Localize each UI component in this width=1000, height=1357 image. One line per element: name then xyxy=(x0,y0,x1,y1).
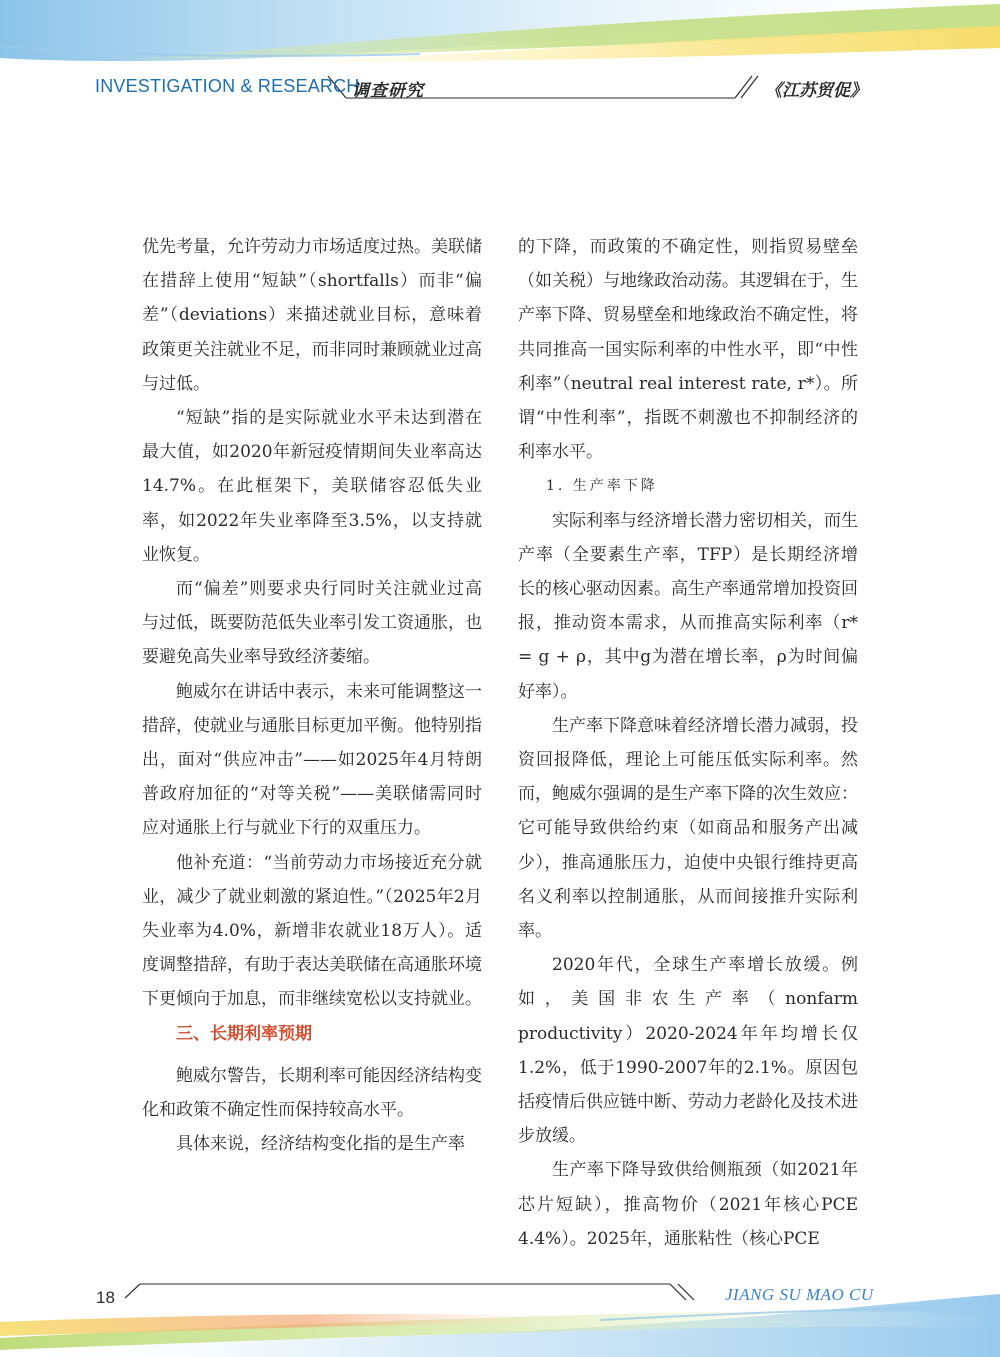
section-title-cn: 调查研究 xyxy=(352,81,424,101)
magazine-title: 《江苏贸促》 xyxy=(765,81,867,101)
paragraph: 生产率下降导致供给侧瓶颈（如2021年芯片短缺），推高物价（2021年核心PCE 4.4%）。2025年，通胀粘性（核心PCE xyxy=(518,1160,858,1249)
paragraph: 他补充道：“当前劳动力市场接近充分就业，减少了就业刺激的紧迫性。”（2025年2月失业率为4.0%，新增非农就业18万人）。适度调整措辞，有助于表达美联储在高通胀环境下更倾向于加息，而非继续宽松以支持就业。 xyxy=(142,852,482,1010)
paragraph: “短缺”指的是实际就业水平未达到潜在最大值，如2020年新冠疫情期间失业率高达14.7%。在此框架下，美联储容忍低失业率，如2022年失业率降至3.5%，以支持就业恢复。 xyxy=(142,408,482,565)
footer-magazine-title: JIANG SU MAO CU xyxy=(725,1285,874,1304)
section-title-en: INVESTIGATION & RESEARCH xyxy=(95,76,360,96)
left-column xyxy=(142,230,482,1161)
paragraph: 2020年代，全球生产率增长放缓。例如，美国非农生产率（nonfarm productivity）2020-2024年年均增长仅1.2%，低于1990-2007年的2.1%。原因包括疫情后供应链中断、劳动力老龄化及技术进步放缓。 xyxy=(518,955,858,1147)
paragraph: 具体来说，经济结构变化指的是生产率 xyxy=(176,1134,465,1155)
section-heading: 三、长期利率预期 xyxy=(176,1023,312,1044)
paragraph: 鲍威尔警告，长期利率可能因经济结构变化和政策不确定性而保持较高水平。 xyxy=(142,1065,482,1121)
paragraph: 的下降，而政策的不确定性，则指贸易壁垒（如关税）与地缘政治动荡。其逻辑在于，生产率下降、贸易壁垒和地缘政治不确定性，将共同推高一国实际利率的中性水平，即“中性利率”（neutral real interest rate, r*）。所谓“中性利率”，指既不刺激也不抑制经济的利率水平。 xyxy=(518,237,858,463)
subheading: 1. 生产率下降 xyxy=(546,478,658,495)
paragraph: 优先考量，允许劳动力市场适度过热。美联储在措辞上使用“短缺”（shortfalls）而非“偏差”（deviations）来描述就业目标，意味着政策更关注就业不足，而非同时兼顾就业过高与过低。 xyxy=(142,237,482,394)
paragraph: 而“偏差”则要求央行同时关注就业过高与过低，既要防范低失业率引发工资通胀，也要避免高失业率导致经济萎缩。 xyxy=(142,579,482,668)
paragraph: 生产率下降意味着经济增长潜力减弱，投资回报降低，理论上可能压低实际利率。然而，鲍威尔强调的是生产率下降的次生效应：它可能导致供给约束（如商品和服务产出减少），推高通胀压力，迫使中央银行维持更高名义利率以控制通胀，从而间接推升实际利率。 xyxy=(518,715,858,942)
page-number: 18 xyxy=(96,1288,115,1307)
paragraph: 实际利率与经济增长潜力密切相关，而生产率（全要素生产率，TFP）是长期经济增长的核心驱动因素。高生产率通常增加投资回报，推动资本需求，从而推高实际利率（r* = g + ρ，其中g为潜在增长率，ρ为时间偏好率）。 xyxy=(518,510,858,702)
paragraph: 鲍威尔在讲话中表示，未来可能调整这一措辞，使就业与通胀目标更加平衡。他特别指出，面对“供应冲击”——如2025年4月特朗普政府加征的“对等关税”——美联储需同时应对通胀上行与就业下行的双重压力。 xyxy=(142,681,482,839)
page-header xyxy=(0,70,1000,106)
header-decoration xyxy=(0,0,1000,80)
right-column xyxy=(518,230,858,1256)
